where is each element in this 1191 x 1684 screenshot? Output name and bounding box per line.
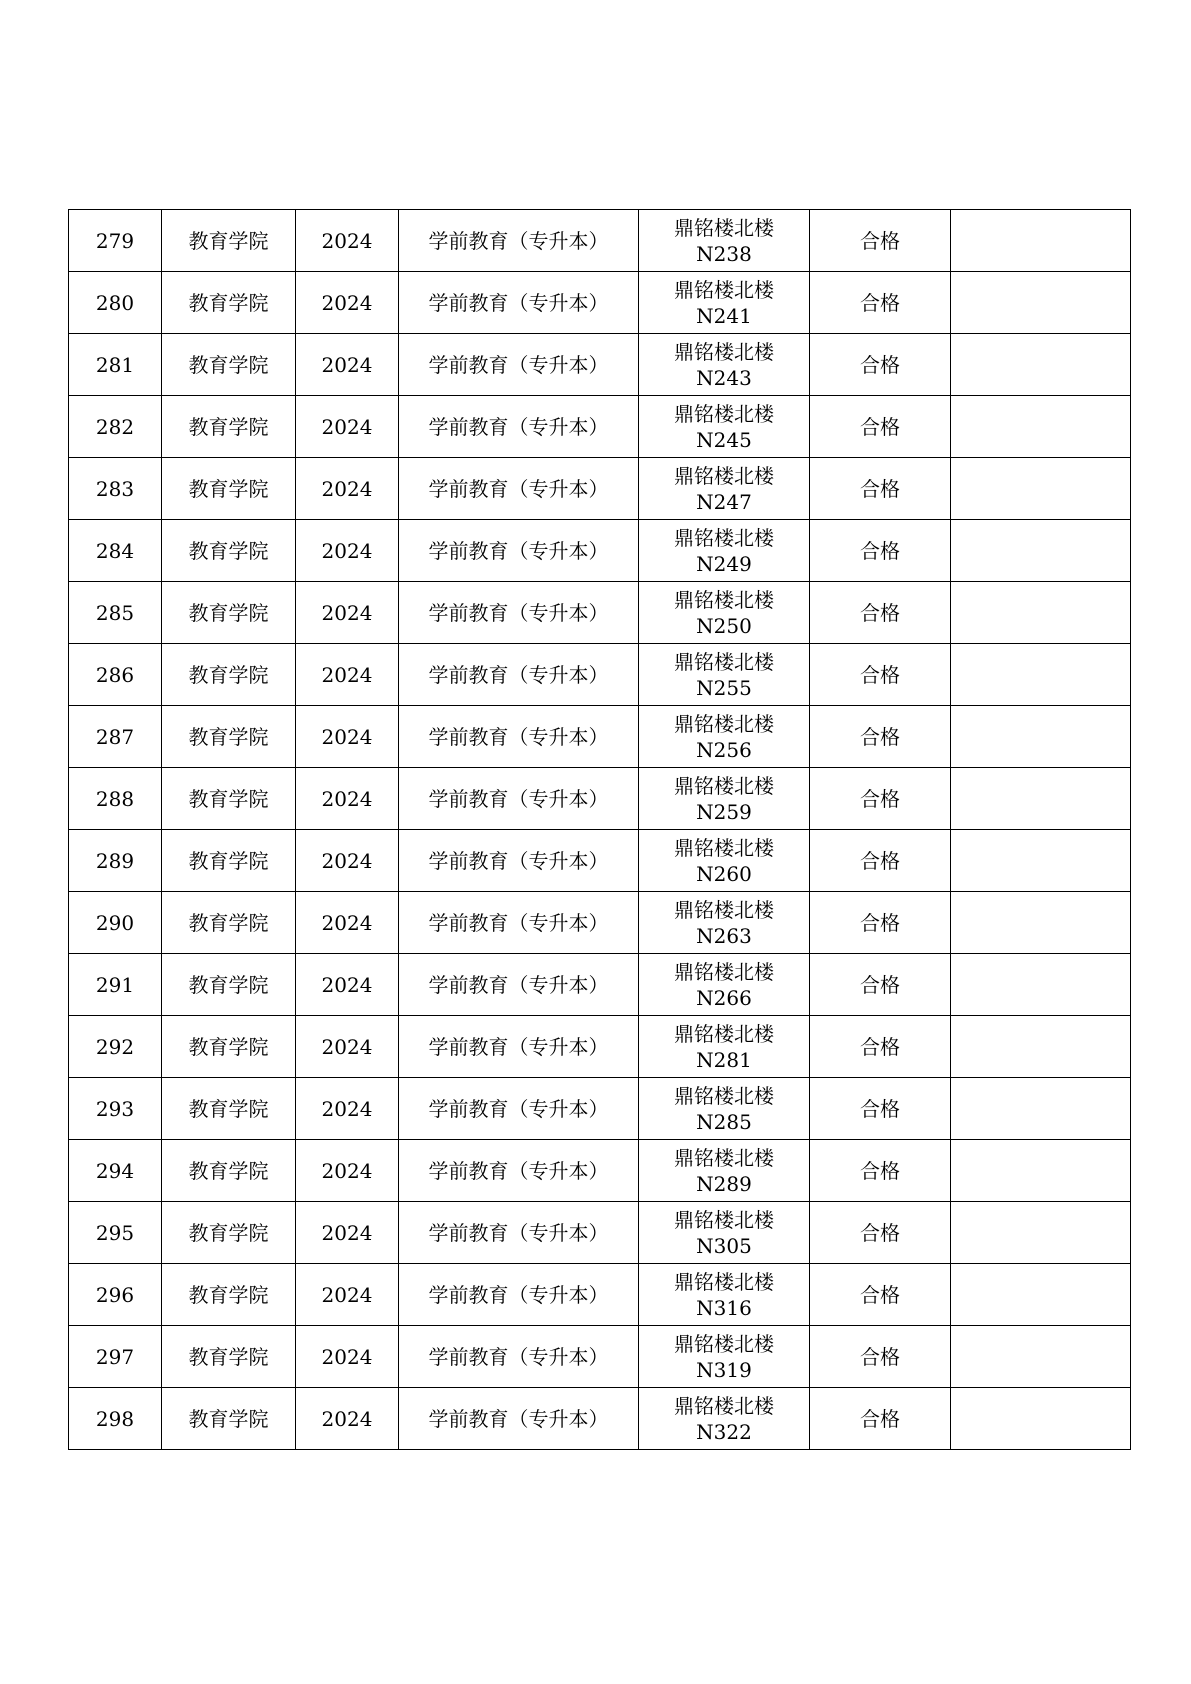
note-cell [951,1078,1131,1140]
year-cell: 2024 [296,1202,399,1264]
row-number-cell: 280 [69,272,162,334]
note-cell [951,768,1131,830]
note-cell [951,1140,1131,1202]
note-cell [951,1202,1131,1264]
room-number: N247 [696,489,752,514]
table-row [69,644,1131,706]
year-cell: 2024 [296,1388,399,1450]
note-cell [951,334,1131,396]
building-name: 鼎铭楼北楼 [674,1021,774,1046]
row-number-cell: 289 [69,830,162,892]
year-cell: 2024 [296,210,399,272]
year-cell: 2024 [296,1140,399,1202]
table-row [69,706,1131,768]
room-number: N255 [696,675,752,700]
result-cell: 合格 [810,272,951,334]
table-row [69,520,1131,582]
note-cell [951,830,1131,892]
college-cell: 教育学院 [162,210,296,272]
room-number: N238 [696,241,752,266]
result-cell: 合格 [810,396,951,458]
inspection-results-table [68,209,1131,1450]
location-cell [639,1140,810,1202]
note-cell [951,396,1131,458]
location-cell [639,272,810,334]
building-name: 鼎铭楼北楼 [674,463,774,488]
location-cell [639,954,810,1016]
row-number-cell: 283 [69,458,162,520]
table-row [69,892,1131,954]
location-cell [639,1388,810,1450]
row-number-cell: 281 [69,334,162,396]
building-name: 鼎铭楼北楼 [674,215,774,240]
building-name: 鼎铭楼北楼 [674,711,774,736]
building-name: 鼎铭楼北楼 [674,1393,774,1418]
row-number-cell: 282 [69,396,162,458]
college-cell: 教育学院 [162,1078,296,1140]
building-name: 鼎铭楼北楼 [674,1207,774,1232]
location-cell [639,1264,810,1326]
location-cell [639,1078,810,1140]
building-name: 鼎铭楼北楼 [674,649,774,674]
college-cell: 教育学院 [162,1388,296,1450]
room-number: N289 [696,1171,752,1196]
row-number-cell: 288 [69,768,162,830]
result-cell: 合格 [810,1140,951,1202]
room-number: N285 [696,1109,752,1134]
room-number: N266 [696,985,752,1010]
room-number: N245 [696,427,752,452]
building-name: 鼎铭楼北楼 [674,835,774,860]
building-name: 鼎铭楼北楼 [674,1145,774,1170]
year-cell: 2024 [296,272,399,334]
room-number: N259 [696,799,752,824]
major-cell: 学前教育（专升本） [399,1388,639,1450]
building-name: 鼎铭楼北楼 [674,587,774,612]
note-cell [951,644,1131,706]
table-row [69,1016,1131,1078]
note-cell [951,954,1131,1016]
location-cell [639,458,810,520]
location-cell [639,644,810,706]
year-cell: 2024 [296,706,399,768]
year-cell: 2024 [296,1264,399,1326]
result-cell: 合格 [810,954,951,1016]
table-row [69,1388,1131,1450]
year-cell: 2024 [296,768,399,830]
result-cell: 合格 [810,706,951,768]
college-cell: 教育学院 [162,954,296,1016]
major-cell: 学前教育（专升本） [399,1016,639,1078]
room-number: N316 [696,1295,752,1320]
college-cell: 教育学院 [162,334,296,396]
row-number-cell: 295 [69,1202,162,1264]
table-row [69,396,1131,458]
college-cell: 教育学院 [162,272,296,334]
building-name: 鼎铭楼北楼 [674,1331,774,1356]
year-cell: 2024 [296,458,399,520]
building-name: 鼎铭楼北楼 [674,339,774,364]
location-cell [639,334,810,396]
table-row [69,458,1131,520]
table-row [69,582,1131,644]
major-cell: 学前教育（专升本） [399,1202,639,1264]
major-cell: 学前教育（专升本） [399,1140,639,1202]
college-cell: 教育学院 [162,644,296,706]
result-cell: 合格 [810,644,951,706]
result-cell: 合格 [810,1016,951,1078]
year-cell: 2024 [296,1078,399,1140]
result-cell: 合格 [810,458,951,520]
note-cell [951,210,1131,272]
college-cell: 教育学院 [162,458,296,520]
building-name: 鼎铭楼北楼 [674,1269,774,1294]
year-cell: 2024 [296,892,399,954]
year-cell: 2024 [296,1326,399,1388]
location-cell [639,396,810,458]
note-cell [951,706,1131,768]
room-number: N243 [696,365,752,390]
row-number-cell: 284 [69,520,162,582]
year-cell: 2024 [296,520,399,582]
college-cell: 教育学院 [162,830,296,892]
college-cell: 教育学院 [162,396,296,458]
room-number: N260 [696,861,752,886]
note-cell [951,520,1131,582]
building-name: 鼎铭楼北楼 [674,897,774,922]
location-cell [639,830,810,892]
building-name: 鼎铭楼北楼 [674,277,774,302]
building-name: 鼎铭楼北楼 [674,773,774,798]
major-cell: 学前教育（专升本） [399,520,639,582]
room-number: N241 [696,303,752,328]
result-cell: 合格 [810,1388,951,1450]
table-row [69,768,1131,830]
row-number-cell: 297 [69,1326,162,1388]
row-number-cell: 292 [69,1016,162,1078]
room-number: N250 [696,613,752,638]
result-cell: 合格 [810,334,951,396]
major-cell: 学前教育（专升本） [399,892,639,954]
table-row [69,334,1131,396]
result-cell: 合格 [810,1202,951,1264]
location-cell [639,582,810,644]
major-cell: 学前教育（专升本） [399,644,639,706]
major-cell: 学前教育（专升本） [399,830,639,892]
location-cell [639,1016,810,1078]
note-cell [951,1016,1131,1078]
row-number-cell: 279 [69,210,162,272]
major-cell: 学前教育（专升本） [399,210,639,272]
college-cell: 教育学院 [162,1264,296,1326]
room-number: N249 [696,551,752,576]
major-cell: 学前教育（专升本） [399,272,639,334]
result-cell: 合格 [810,1326,951,1388]
location-cell [639,210,810,272]
row-number-cell: 291 [69,954,162,1016]
location-cell [639,1326,810,1388]
year-cell: 2024 [296,830,399,892]
location-cell [639,1202,810,1264]
college-cell: 教育学院 [162,1016,296,1078]
major-cell: 学前教育（专升本） [399,954,639,1016]
major-cell: 学前教育（专升本） [399,1264,639,1326]
row-number-cell: 287 [69,706,162,768]
college-cell: 教育学院 [162,520,296,582]
building-name: 鼎铭楼北楼 [674,525,774,550]
note-cell [951,458,1131,520]
note-cell [951,272,1131,334]
room-number: N305 [696,1233,752,1258]
college-cell: 教育学院 [162,1140,296,1202]
building-name: 鼎铭楼北楼 [674,1083,774,1108]
note-cell [951,892,1131,954]
college-cell: 教育学院 [162,1202,296,1264]
table-row [69,1202,1131,1264]
major-cell: 学前教育（专升本） [399,458,639,520]
table-row [69,954,1131,1016]
note-cell [951,1264,1131,1326]
year-cell: 2024 [296,396,399,458]
room-number: N256 [696,737,752,762]
location-cell [639,892,810,954]
row-number-cell: 285 [69,582,162,644]
year-cell: 2024 [296,644,399,706]
row-number-cell: 294 [69,1140,162,1202]
major-cell: 学前教育（专升本） [399,582,639,644]
college-cell: 教育学院 [162,706,296,768]
result-cell: 合格 [810,892,951,954]
major-cell: 学前教育（专升本） [399,768,639,830]
table-row [69,830,1131,892]
year-cell: 2024 [296,954,399,1016]
location-cell [639,706,810,768]
result-cell: 合格 [810,520,951,582]
result-cell: 合格 [810,768,951,830]
location-cell [639,768,810,830]
result-cell: 合格 [810,582,951,644]
table-body [69,210,1131,1450]
room-number: N322 [696,1419,752,1444]
row-number-cell: 293 [69,1078,162,1140]
college-cell: 教育学院 [162,892,296,954]
location-cell [639,520,810,582]
result-cell: 合格 [810,1264,951,1326]
major-cell: 学前教育（专升本） [399,1078,639,1140]
room-number: N319 [696,1357,752,1382]
note-cell [951,1388,1131,1450]
year-cell: 2024 [296,1016,399,1078]
row-number-cell: 290 [69,892,162,954]
table-row [69,1140,1131,1202]
table-row [69,1264,1131,1326]
table-row [69,1078,1131,1140]
result-cell: 合格 [810,1078,951,1140]
year-cell: 2024 [296,582,399,644]
year-cell: 2024 [296,334,399,396]
table-row [69,1326,1131,1388]
major-cell: 学前教育（专升本） [399,1326,639,1388]
room-number: N281 [696,1047,752,1072]
major-cell: 学前教育（专升本） [399,334,639,396]
major-cell: 学前教育（专升本） [399,706,639,768]
table-row [69,210,1131,272]
result-cell: 合格 [810,210,951,272]
row-number-cell: 286 [69,644,162,706]
room-number: N263 [696,923,752,948]
row-number-cell: 298 [69,1388,162,1450]
note-cell [951,1326,1131,1388]
building-name: 鼎铭楼北楼 [674,959,774,984]
building-name: 鼎铭楼北楼 [674,401,774,426]
college-cell: 教育学院 [162,768,296,830]
row-number-cell: 296 [69,1264,162,1326]
college-cell: 教育学院 [162,582,296,644]
major-cell: 学前教育（专升本） [399,396,639,458]
note-cell [951,582,1131,644]
table-row [69,272,1131,334]
college-cell: 教育学院 [162,1326,296,1388]
result-cell: 合格 [810,830,951,892]
